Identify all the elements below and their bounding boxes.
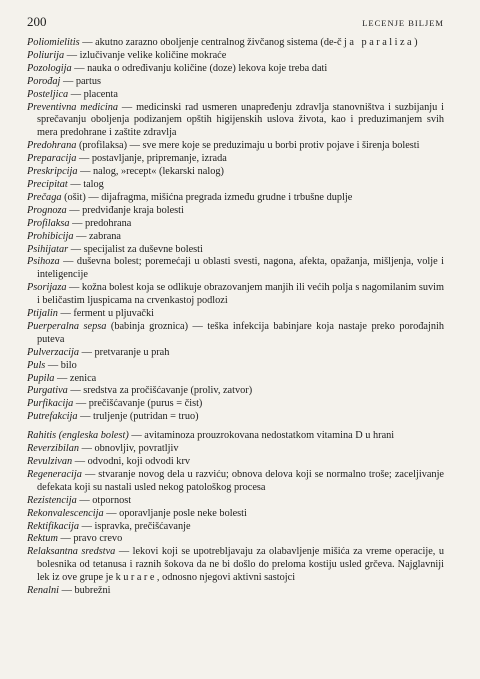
entry-definition: (profilaksa) — sve mere koje se preduzimaju u borbi protiv pojave i širenja bolesti: [76, 140, 420, 152]
entry-term: Psorijaza: [27, 282, 67, 294]
glossary-entry: [27, 63, 444, 76]
entry-term: Pupila: [27, 372, 55, 384]
entry-spaced-term: čja paraliza: [336, 37, 415, 48]
entry-definition: — postavljanje, pripremanje, izrada: [76, 153, 227, 165]
glossary-entry: [27, 521, 444, 534]
entry-definition: — specijalist za duševne bolesti: [68, 243, 203, 255]
page-header: [27, 14, 444, 36]
entry-term: Prečaga: [27, 191, 62, 203]
glossary-entry: [27, 140, 444, 153]
entry-definition: — stvaranje novog dela u razviću; obnova delova koji se normalno troše; zaceljivanje defekata koji su nastali usled nekog patološkog procesa: [37, 468, 444, 493]
entry-definition: — sredstva za pročišćavanje (proliv, zatvor): [67, 385, 253, 397]
entry-term: Profilaksa: [27, 217, 70, 229]
entry-definition: — pretvaranje u prah: [79, 346, 170, 358]
entry-term: Puls: [27, 359, 46, 371]
glossary-entry: [27, 585, 444, 598]
entry-definition: — placenta: [68, 88, 118, 100]
glossary-entry: [27, 398, 444, 411]
entry-term: Psihijatar: [27, 243, 69, 255]
running-head: LECENJE BILJEM: [362, 18, 444, 28]
entry-term: Prohibicija: [27, 230, 74, 242]
entry-definition: — ispravka, prečišćavanje: [79, 520, 191, 532]
entry-definition: — lekovi koji se upotrebljavaju za olabavljenje mišića za vreme operacije, u bolesnika od tetanusa i raznih šokova da ne bi došlo do preloma kostiju usled grčeva. Najglavniji lek iz ove grupe je: [37, 546, 444, 584]
entry-term: Rektifikacija: [27, 520, 80, 532]
entry-definition: — zabrana: [73, 230, 121, 242]
entry-definition: — partus: [60, 75, 101, 87]
entry-definition: — talog: [67, 178, 104, 190]
entry-term: Purfikacija: [27, 398, 74, 410]
entry-term: Rahitis (engleska bolest): [27, 430, 129, 442]
entry-definition: — duševna bolest; poremećaji u oblasti svesti, nagona, afekta, opažanja, mišljenja, volje i inteligencije: [37, 256, 444, 281]
entry-term: Revulzivan: [27, 456, 73, 467]
glossary-entry: [27, 231, 444, 244]
entry-term: Ptijalin: [27, 308, 58, 320]
glossary-entry: [27, 166, 444, 179]
entry-term: Rektum: [27, 533, 58, 545]
entry-definition: (ošit) — dijafragma, mišićna pregrada između grudne i trbušne duplje: [61, 191, 353, 203]
glossary-entry: [27, 430, 444, 443]
entry-definition: — bubrežni: [59, 585, 111, 597]
entry-definition: — izlučivanje velike količine mokraće: [64, 49, 227, 61]
entry-definition: — bilo: [45, 359, 77, 371]
glossary-entry: [27, 205, 444, 218]
entry-definition: — truljenje (putridan = truo): [77, 411, 199, 423]
glossary-entry: [27, 153, 444, 166]
entry-spaced-term: kurare: [115, 572, 157, 584]
entry-term: Rezistencija: [27, 494, 77, 506]
glossary-entry: [27, 443, 444, 456]
entry-term: Poliomielitis: [27, 37, 80, 48]
glossary-entry: [27, 347, 444, 360]
glossary-entry: [27, 282, 444, 308]
entry-definition: — akutno zarazno oboljenje centralnog živčanog sistema (de-: [79, 37, 337, 48]
entry-definition: — predviđanje kraja bolesti: [66, 204, 184, 216]
glossary-entry: [27, 89, 444, 102]
glossary-entry: [27, 192, 444, 205]
entry-term: Puerperalna sepsa: [27, 320, 107, 332]
entry-term: Relaksantna sredstva: [27, 546, 116, 558]
glossary-entry: [27, 218, 444, 231]
entry-definition: — predohrana: [69, 217, 132, 229]
entry-definition-tail: ): [414, 37, 418, 48]
glossary-entry: [27, 76, 444, 89]
entry-term: Purgativa: [27, 385, 68, 397]
entry-term: Preventivna medicina: [27, 101, 118, 113]
entry-definition: — obnovljiv, povratljiv: [79, 443, 179, 455]
entry-definition-tail: , odnosno njegovi aktivni sastojci: [156, 572, 296, 584]
entry-term: Preskripcija: [27, 166, 78, 178]
entry-term: Reverzibilan: [27, 443, 80, 455]
page-number: 200: [27, 14, 47, 29]
glossary-entry: [27, 308, 444, 321]
glossary-entry: [27, 411, 444, 424]
entry-term: Rekonvalescencija: [27, 507, 104, 519]
glossary-entry: [27, 37, 444, 50]
entry-definition: — oporavljanje posle neke bolesti: [103, 507, 247, 519]
entry-definition: — prečišćavanje (purus = čist): [73, 398, 203, 410]
entry-term: Regeneracija: [27, 468, 82, 480]
glossary-entry: [27, 360, 444, 373]
glossary-entry: [27, 50, 444, 63]
glossary-entry: [27, 102, 444, 141]
entry-definition: — zenica: [54, 372, 97, 384]
entry-definition: (babinja groznica) — teška infekcija babinjare koja nastaje preko porođajnih puteva: [37, 320, 444, 345]
glossary-entry: [27, 179, 444, 192]
entry-definition: — nalog, »recept« (lekarski nalog): [77, 166, 224, 178]
glossary-entry: [27, 385, 444, 398]
glossary-entry: [27, 456, 444, 469]
entry-definition: — nauka o određivanju količine (doze) lekova koje treba dati: [71, 62, 328, 74]
entry-term: Prognoza: [27, 204, 67, 216]
glossary-entry: [27, 546, 444, 585]
entry-definition: — otpornost: [76, 494, 132, 506]
glossary-entry: [27, 508, 444, 521]
entry-definition: — medicinski rad usmeren unapređenju zdravlja stanovništva i suzbijanju i sprečavanju oboljenja podizanjem opštih higijenskih uslova života, kao i preduzimanjem svih mera predohrane i zaštite zdravlja: [37, 101, 444, 139]
entry-definition: — kožna bolest koja se odlikuje obrazovanjem manjih ili većih polja s nagomilanim suvim i beličastim ljuspicama na crvenkastoj podlozi: [37, 282, 444, 307]
glossary-entry: [27, 533, 444, 546]
glossary-entry: [27, 495, 444, 508]
entry-definition: — odvodni, koji odvodi krv: [72, 456, 191, 467]
entry-term: Precipitat: [27, 178, 68, 190]
entry-term: Poliurija: [27, 49, 65, 61]
entry-term: Renalni: [27, 585, 60, 597]
entry-term: Putrefakcija: [27, 411, 78, 423]
glossary-entry: [27, 244, 444, 257]
entry-term: Porođaj: [27, 75, 61, 87]
glossary-entry: [27, 373, 444, 386]
entry-definition: — pravo crevo: [57, 533, 123, 545]
glossary-entry: [27, 469, 444, 495]
entry-term: Posteljica: [27, 88, 69, 100]
entry-term: Predohrana: [27, 140, 77, 152]
entry-definition: — avitaminoza prouzrokovana nedostatkom vitamina D u hrani: [128, 430, 395, 442]
glossary-entry: [27, 256, 444, 282]
glossary-entries: [27, 37, 444, 598]
entry-definition: — ferment u pljuvački: [57, 308, 154, 320]
entry-term: Pulverzacija: [27, 346, 80, 358]
entry-term: Psihoza: [27, 256, 60, 268]
glossary-entry: [27, 321, 444, 347]
entry-term: Pozologija: [27, 62, 72, 74]
entry-term: Preparacija: [27, 153, 77, 165]
